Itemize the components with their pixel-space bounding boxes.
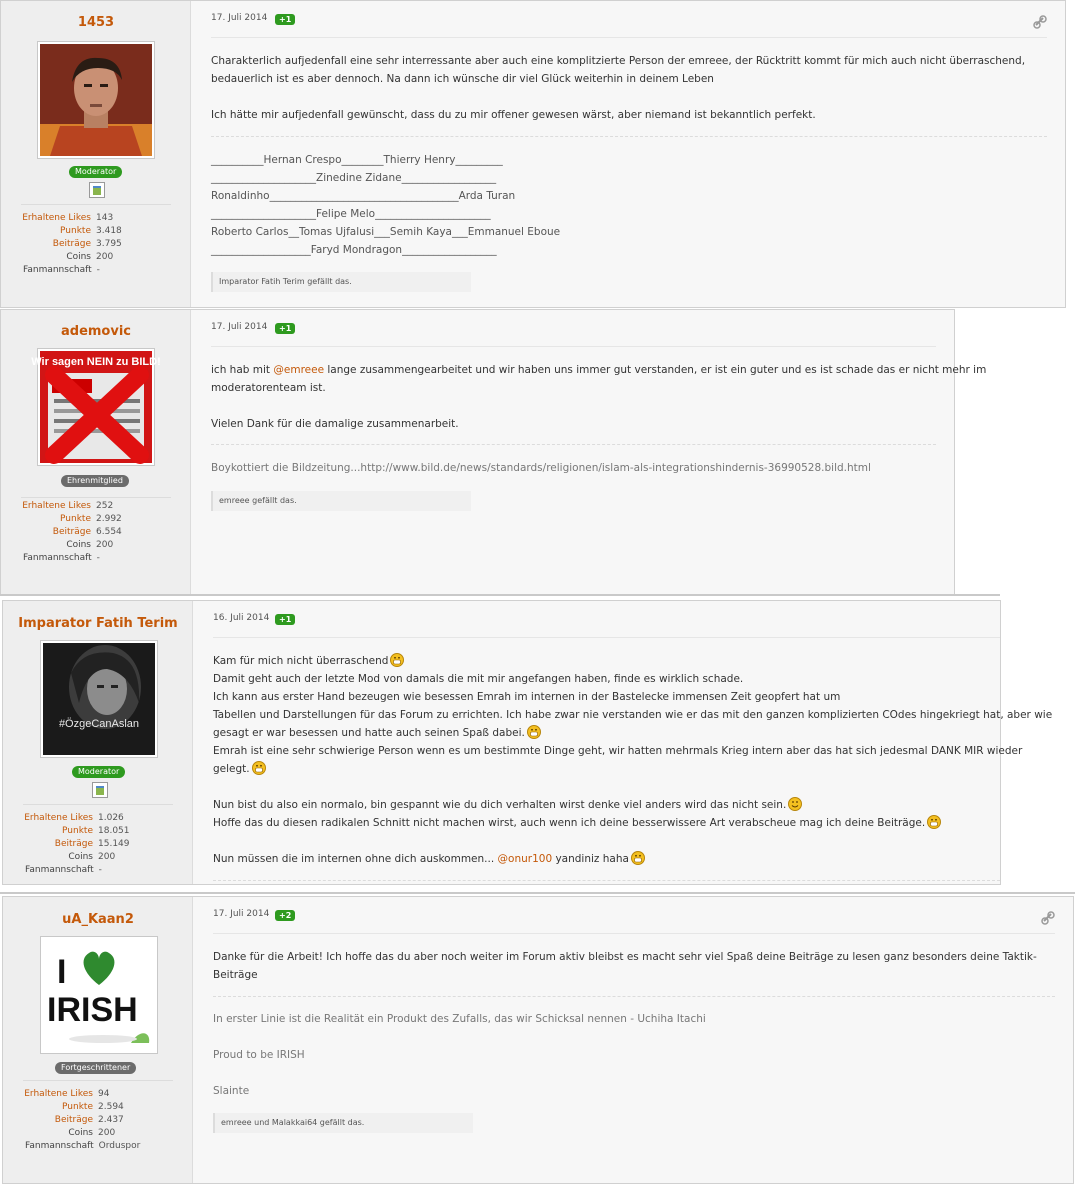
broken-image-icon [89, 182, 105, 198]
message-text: Hoffe das du diesen radikalen Schnitt nicht machen wirst, auch wenn ich deine besserwissere Art verabscheue mag ich deine Beiträge. [213, 817, 926, 829]
signature-divider [211, 136, 1047, 137]
stat-label-points[interactable]: Punkte [62, 1102, 93, 1112]
signature-line: ____________________Zinedine Zidane__________________ [211, 172, 497, 184]
message-line [211, 397, 954, 415]
signature-line: ____________________Felipe Melo______________________ [211, 208, 491, 220]
message-text: Nun müssen die im internen ohne dich auskommen... [213, 853, 498, 865]
header-divider [213, 637, 1000, 638]
post-separator [0, 892, 1075, 894]
stat-label-coins: Coins [68, 852, 93, 862]
message-line: Ich hätte mir aufjedenfall gewünscht, dass du zu mir offener gewesen wärst, aber niemand ist bekanntlich perfekt. [211, 109, 816, 121]
stat-label-fan: Fanmannschaft [23, 265, 92, 275]
likes-summary[interactable]: Imparator Fatih Terim gefällt das. [211, 272, 471, 292]
post-separator [0, 594, 1000, 596]
avatar-caption: I IRISH [97, 1049, 101, 1050]
grin-smiley-icon [527, 725, 541, 739]
message-line [213, 778, 1000, 796]
message-body [211, 52, 1053, 124]
divider [21, 204, 171, 205]
link-icon[interactable] [1041, 911, 1055, 925]
signature-divider [211, 444, 936, 445]
divider [23, 1080, 173, 1081]
signature-line: Proud to be IRISH [213, 1049, 305, 1061]
signature-divider [213, 996, 1055, 997]
grin-smiley-icon [390, 653, 404, 667]
stat-value-points: 2.992 [96, 514, 122, 524]
post-content [193, 1, 1065, 307]
stat-label-fan: Fanmannschaft [25, 1141, 94, 1151]
stat-value-likes: 1.026 [98, 813, 124, 823]
post-content [195, 897, 1073, 1183]
divider [23, 804, 173, 805]
stat-label-likes[interactable]: Erhaltene Likes [22, 501, 91, 511]
message-body [211, 361, 987, 433]
message-text: lange zusammengearbeitet und wir haben uns immer gut verstanden, er ist ein guter und es ist schade das er nicht mehr im [324, 364, 987, 376]
mention-link[interactable]: @emreee [273, 364, 325, 376]
stat-label-likes[interactable]: Erhaltene Likes [24, 1089, 93, 1099]
signature-line: Ronaldinho____________________________________Arda Turan [211, 190, 516, 202]
message-text: ich hab mit [211, 364, 274, 376]
link-icon[interactable] [1033, 15, 1047, 29]
likes-summary[interactable]: emreee gefällt das. [211, 491, 471, 511]
signature-line [213, 1028, 1061, 1046]
stat-label-points[interactable]: Punkte [60, 514, 91, 524]
user-info [3, 601, 193, 884]
grin-smiley-icon [252, 761, 266, 775]
message-text: gelegt. [213, 763, 250, 775]
stat-value-coins: 200 [98, 1128, 116, 1138]
stat-value-coins: 200 [96, 540, 114, 550]
svg-text:I: I [57, 953, 67, 991]
stat-label-fan: Fanmannschaft [25, 865, 94, 875]
stat-value-likes: 252 [96, 501, 114, 511]
stat-label-posts[interactable]: Beiträge [52, 527, 91, 537]
rating-badge[interactable]: +1 [275, 14, 295, 25]
post-date[interactable]: 16. Juli 2014 [213, 613, 270, 623]
avatar-image [43, 643, 155, 755]
stat-value-points: 2.594 [98, 1102, 124, 1112]
message-line [213, 796, 1000, 814]
signature-line: Roberto Carlos__Tomas Ujfalusi___Semih Kaya___Emmanuel Eboue [211, 226, 561, 238]
header-divider [211, 346, 936, 347]
stat-label-likes[interactable]: Erhaltene Likes [24, 813, 93, 823]
stat-value-fan: - [96, 553, 100, 563]
message-line [211, 361, 987, 379]
message-text: yandiniz haha [552, 853, 629, 865]
user-stats [3, 1088, 193, 1153]
message-line [213, 814, 1000, 832]
rating-badge[interactable]: +2 [275, 910, 295, 921]
broken-image-icon [92, 782, 108, 798]
user-info [3, 897, 193, 1183]
username[interactable]: 1453 [77, 15, 115, 30]
stat-value-posts: 3.795 [96, 239, 122, 249]
role-badge: Fortgeschrittener [55, 1062, 136, 1074]
role-badge: Ehrenmitglied [61, 475, 129, 487]
post-imparator [2, 600, 1053, 885]
stat-value-fan: Orduspor [98, 1141, 141, 1151]
signature-divider [213, 880, 1000, 881]
message-line: Ich kann aus erster Hand bezeugen wie besessen Emrah im internen in der Bastelecke immensen Zeit geopfert hat um [213, 691, 841, 703]
message-line: Damit geht auch der letzte Mod von damals die mit mir angefangen haben, finde es wirklich schade. [213, 673, 744, 685]
message-body [213, 652, 1053, 868]
stat-label-coins: Coins [68, 1128, 93, 1138]
svg-text:IRISH: IRISH [47, 991, 138, 1029]
stat-value-posts: 15.149 [98, 839, 130, 849]
message-line [213, 652, 1000, 670]
message-line [211, 88, 1053, 106]
stat-value-posts: 6.554 [96, 527, 122, 537]
divider [21, 497, 171, 498]
smile-icon [788, 797, 802, 811]
post-content [195, 601, 1053, 884]
signature-line: In erster Linie ist die Realität ein Produkt des Zufalls, das wir Schicksal nennen - Uchiha Itachi [213, 1013, 706, 1025]
post-date[interactable]: 17. Juli 2014 [213, 909, 270, 919]
message-line: Charakterlich aufjedenfall eine sehr interressante aber auch eine komplitzierte Person der emreee, der Rücktritt kommt für mich auch nicht überraschend, [211, 55, 1026, 67]
avatar[interactable] [40, 640, 158, 758]
stat-value-likes: 94 [98, 1089, 110, 1099]
username[interactable]: ademovic [60, 324, 131, 339]
stat-value-coins: 200 [96, 252, 114, 262]
avatar-image [40, 44, 152, 156]
grin-smiley-icon [631, 851, 645, 865]
username[interactable]: Imparator Fatih Terim [18, 616, 178, 631]
signature-line: Slainte [213, 1085, 250, 1097]
stat-label-posts[interactable]: Beiträge [54, 839, 93, 849]
message-text: Nun bist du also ein normalo, bin gespannt wie du dich verhalten wirst denke viel anders wird das nicht sein. [213, 799, 787, 811]
message-line [213, 760, 1000, 778]
stat-label-posts[interactable]: Beiträge [52, 239, 91, 249]
header-divider [211, 37, 1047, 38]
stat-value-posts: 2.437 [98, 1115, 124, 1125]
likes-summary[interactable]: emreee und Malakkai64 gefällt das. [213, 1113, 473, 1133]
rating-badge[interactable]: +1 [275, 614, 295, 625]
user-info [1, 1, 191, 307]
username[interactable]: uA_Kaan2 [62, 912, 134, 927]
signature-line: ___________________Faryd Mondragon__________________ [211, 244, 497, 256]
message-line: bedauerlich ist es aber dennoch. Na dann ich wünsche dir viel Glück weiterhin in deinem Leben [211, 73, 714, 85]
message-text: gesagt er war besessen und hatte auch seinen Spaß dabei. [213, 727, 525, 739]
message-line [213, 850, 1000, 868]
avatar[interactable] [40, 936, 158, 1054]
rating-badge[interactable]: +1 [275, 323, 295, 334]
post-ademovic [0, 309, 987, 595]
signature-line: __________Hernan Crespo________Thierry Henry_________ [211, 154, 503, 166]
message-line: Vielen Dank für die damalige zusammenarbeit. [211, 418, 459, 430]
user-stats [1, 212, 191, 277]
stat-label-coins: Coins [66, 540, 91, 550]
user-info [1, 310, 191, 594]
stat-label-coins: Coins [66, 252, 91, 262]
signature-line [213, 1064, 1061, 1082]
role-badge: Moderator [72, 766, 125, 778]
stat-value-fan: - [96, 265, 100, 275]
user-stats [3, 812, 193, 877]
stat-label-points[interactable]: Punkte [60, 226, 91, 236]
avatar-image [31, 351, 161, 463]
grin-smiley-icon [927, 815, 941, 829]
stat-value-points: 3.418 [96, 226, 122, 236]
avatar-image [43, 939, 155, 1051]
post-date[interactable]: 17. Juli 2014 [211, 13, 268, 23]
mention-link[interactable]: @onur100 [497, 853, 553, 865]
user-stats [1, 500, 191, 565]
stat-value-likes: 143 [96, 213, 114, 223]
stat-label-points[interactable]: Punkte [62, 826, 93, 836]
avatar[interactable] [37, 41, 155, 159]
message-line [213, 832, 1000, 850]
signature-link[interactable]: Boykottiert die Bildzeitung...http://www.bild.de/news/standards/religionen/islam-als-integrationshindernis-36990528.bild.html [211, 462, 871, 474]
role-badge: Moderator [69, 166, 122, 178]
message-text: Kam für mich nicht überraschend [213, 655, 389, 667]
message-line: moderatorenteam ist. [211, 382, 326, 394]
post-uA-Kaan2 [2, 896, 1074, 1184]
message-line [213, 724, 1000, 742]
signature [211, 151, 1053, 259]
message-line: Danke für die Arbeit! Ich hoffe das du aber noch weiter im Forum aktiv bleibst es macht sehr viel Spaß deine Beiträge zu lesen ganz besonders deine Taktik-Beiträge [213, 951, 1037, 981]
post-date[interactable]: 17. Juli 2014 [211, 322, 268, 332]
stat-value-fan: - [98, 865, 102, 875]
message-body [213, 948, 1047, 984]
stat-value-coins: 200 [98, 852, 116, 862]
avatar-caption: #ÖzgeCanAslan [58, 718, 140, 730]
signature [211, 459, 954, 477]
signature [213, 1010, 1061, 1100]
stat-label-likes[interactable]: Erhaltene Likes [22, 213, 91, 223]
stat-label-fan: Fanmannschaft [23, 553, 92, 563]
avatar-caption: Wir sagen NEIN zu BILD! [31, 356, 161, 368]
message-line: Tabellen und Darstellungen für das Forum zu errichten. Ich habe zwar nie verstanden wie er das mit den ganzen komplizierten COdes hingekriegt hat, aber wie [213, 709, 1053, 721]
post-content [193, 310, 987, 594]
stat-label-posts[interactable]: Beiträge [54, 1115, 93, 1125]
avatar[interactable] [31, 348, 161, 466]
stat-value-points: 18.051 [98, 826, 130, 836]
message-line: Emrah ist eine sehr schwierige Person wenn es um bestimmte Dinge geht, wir hatten mehrmals Krieg intern aber das hat sich jedesmal DANK MIR wieder [213, 745, 1023, 757]
header-divider [213, 933, 1055, 934]
post-1453 [0, 0, 1066, 308]
